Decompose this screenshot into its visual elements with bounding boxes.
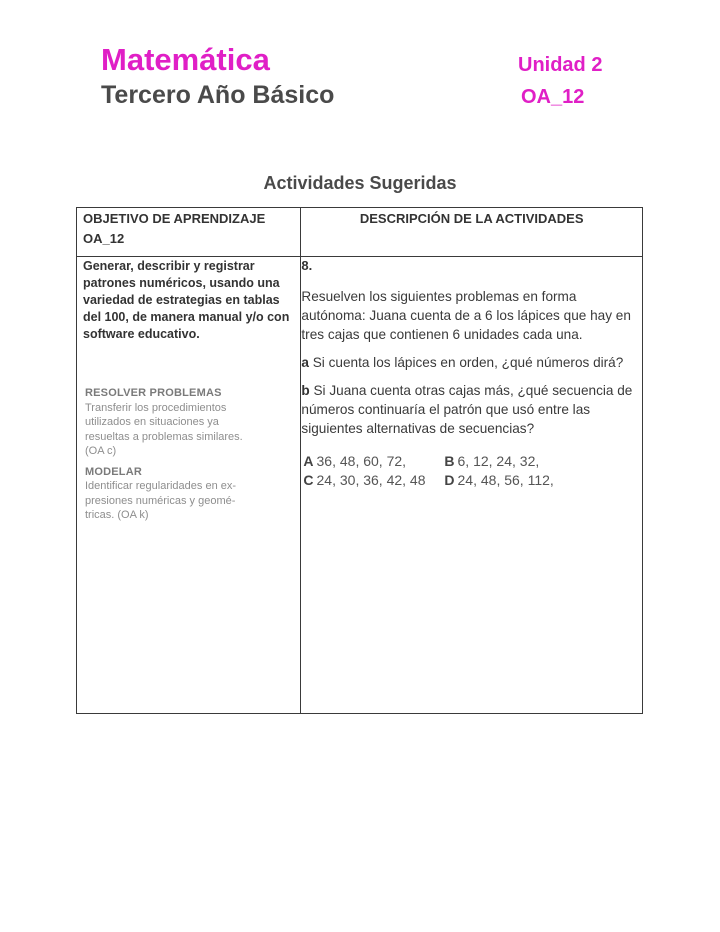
skill-text-line: Transferir los procedimientos xyxy=(85,401,227,414)
question-b xyxy=(301,381,642,438)
question-b-text: Si Juana cuenta otras cajas más, ¿qué secuencia de números continuaría el patrón que usó entre las siguientes alternativas de secuencias? xyxy=(301,383,633,436)
objective-cell xyxy=(77,257,301,714)
skill-text-line: presiones numéricas y geomé- xyxy=(85,494,236,507)
question-a-text: Si cuenta los lápices en orden, ¿qué números dirá? xyxy=(308,355,624,370)
option-values: 24, 48, 56, 112, xyxy=(457,472,554,488)
option-values: 24, 30, 36, 42, 48 xyxy=(316,472,426,488)
question-a-label: a xyxy=(301,355,309,370)
option-values: 36, 48, 60, 72, xyxy=(316,453,407,469)
option-a xyxy=(303,452,444,471)
skill-heading: RESOLVER PROBLEMAS xyxy=(85,387,222,399)
description-cell xyxy=(301,257,643,714)
table-header-row xyxy=(77,208,643,257)
header-cell-description xyxy=(301,208,643,257)
header-objective-line2: OA_12 xyxy=(83,231,125,246)
grade-subtitle: Tercero Año Básico xyxy=(101,81,335,109)
table-row xyxy=(77,257,643,714)
skill-text-line: (OA c) xyxy=(85,445,117,457)
skill-text-line: resueltas a problemas similares. xyxy=(85,430,243,443)
header-objective-line1: OBJETIVO DE APRENDIZAJE xyxy=(83,211,266,226)
option-c xyxy=(303,471,444,490)
skill-text-line: tricas. (OA k) xyxy=(85,509,149,521)
answer-options xyxy=(301,452,642,490)
header-cell-objective xyxy=(77,208,301,257)
option-letter: A xyxy=(303,453,314,469)
activity-number: 8. xyxy=(301,258,313,273)
option-values: 6, 12, 24, 32, xyxy=(457,453,540,469)
option-d xyxy=(444,471,604,490)
objective-text: Generar, describir y registrar patrones numéricos, usando una variedad de estrategias en tablas del 100, de manera manual y/o con software educativo. xyxy=(83,259,290,341)
subject-title: Matemática xyxy=(101,42,270,77)
skill-text-line: utilizados en situaciones ya xyxy=(85,416,219,428)
option-letter: D xyxy=(444,472,455,488)
skill-heading: MODELAR xyxy=(85,465,143,478)
option-letter: B xyxy=(444,453,455,469)
skills-block xyxy=(77,386,300,523)
option-letter: C xyxy=(303,472,314,488)
option-b xyxy=(444,452,604,471)
activities-table xyxy=(76,207,643,714)
question-b-label: b xyxy=(301,383,310,398)
activity-intro: Resuelven los siguientes problemas en forma autónoma: Juana cuenta de a 6 los lápices que hay en tres cajas que contienen 6 unidades cada una. xyxy=(301,289,631,342)
question-a xyxy=(301,353,642,372)
header-description: DESCRIPCIÓN DE LA ACTIVIDADES xyxy=(359,211,584,226)
section-title: Actividades Sugeridas xyxy=(263,173,457,193)
unit-label: Unidad 2 xyxy=(518,54,603,76)
objective-code-label: OA_12 xyxy=(521,86,585,108)
skill-text-line: Identificar regularidades en ex- xyxy=(85,480,237,492)
